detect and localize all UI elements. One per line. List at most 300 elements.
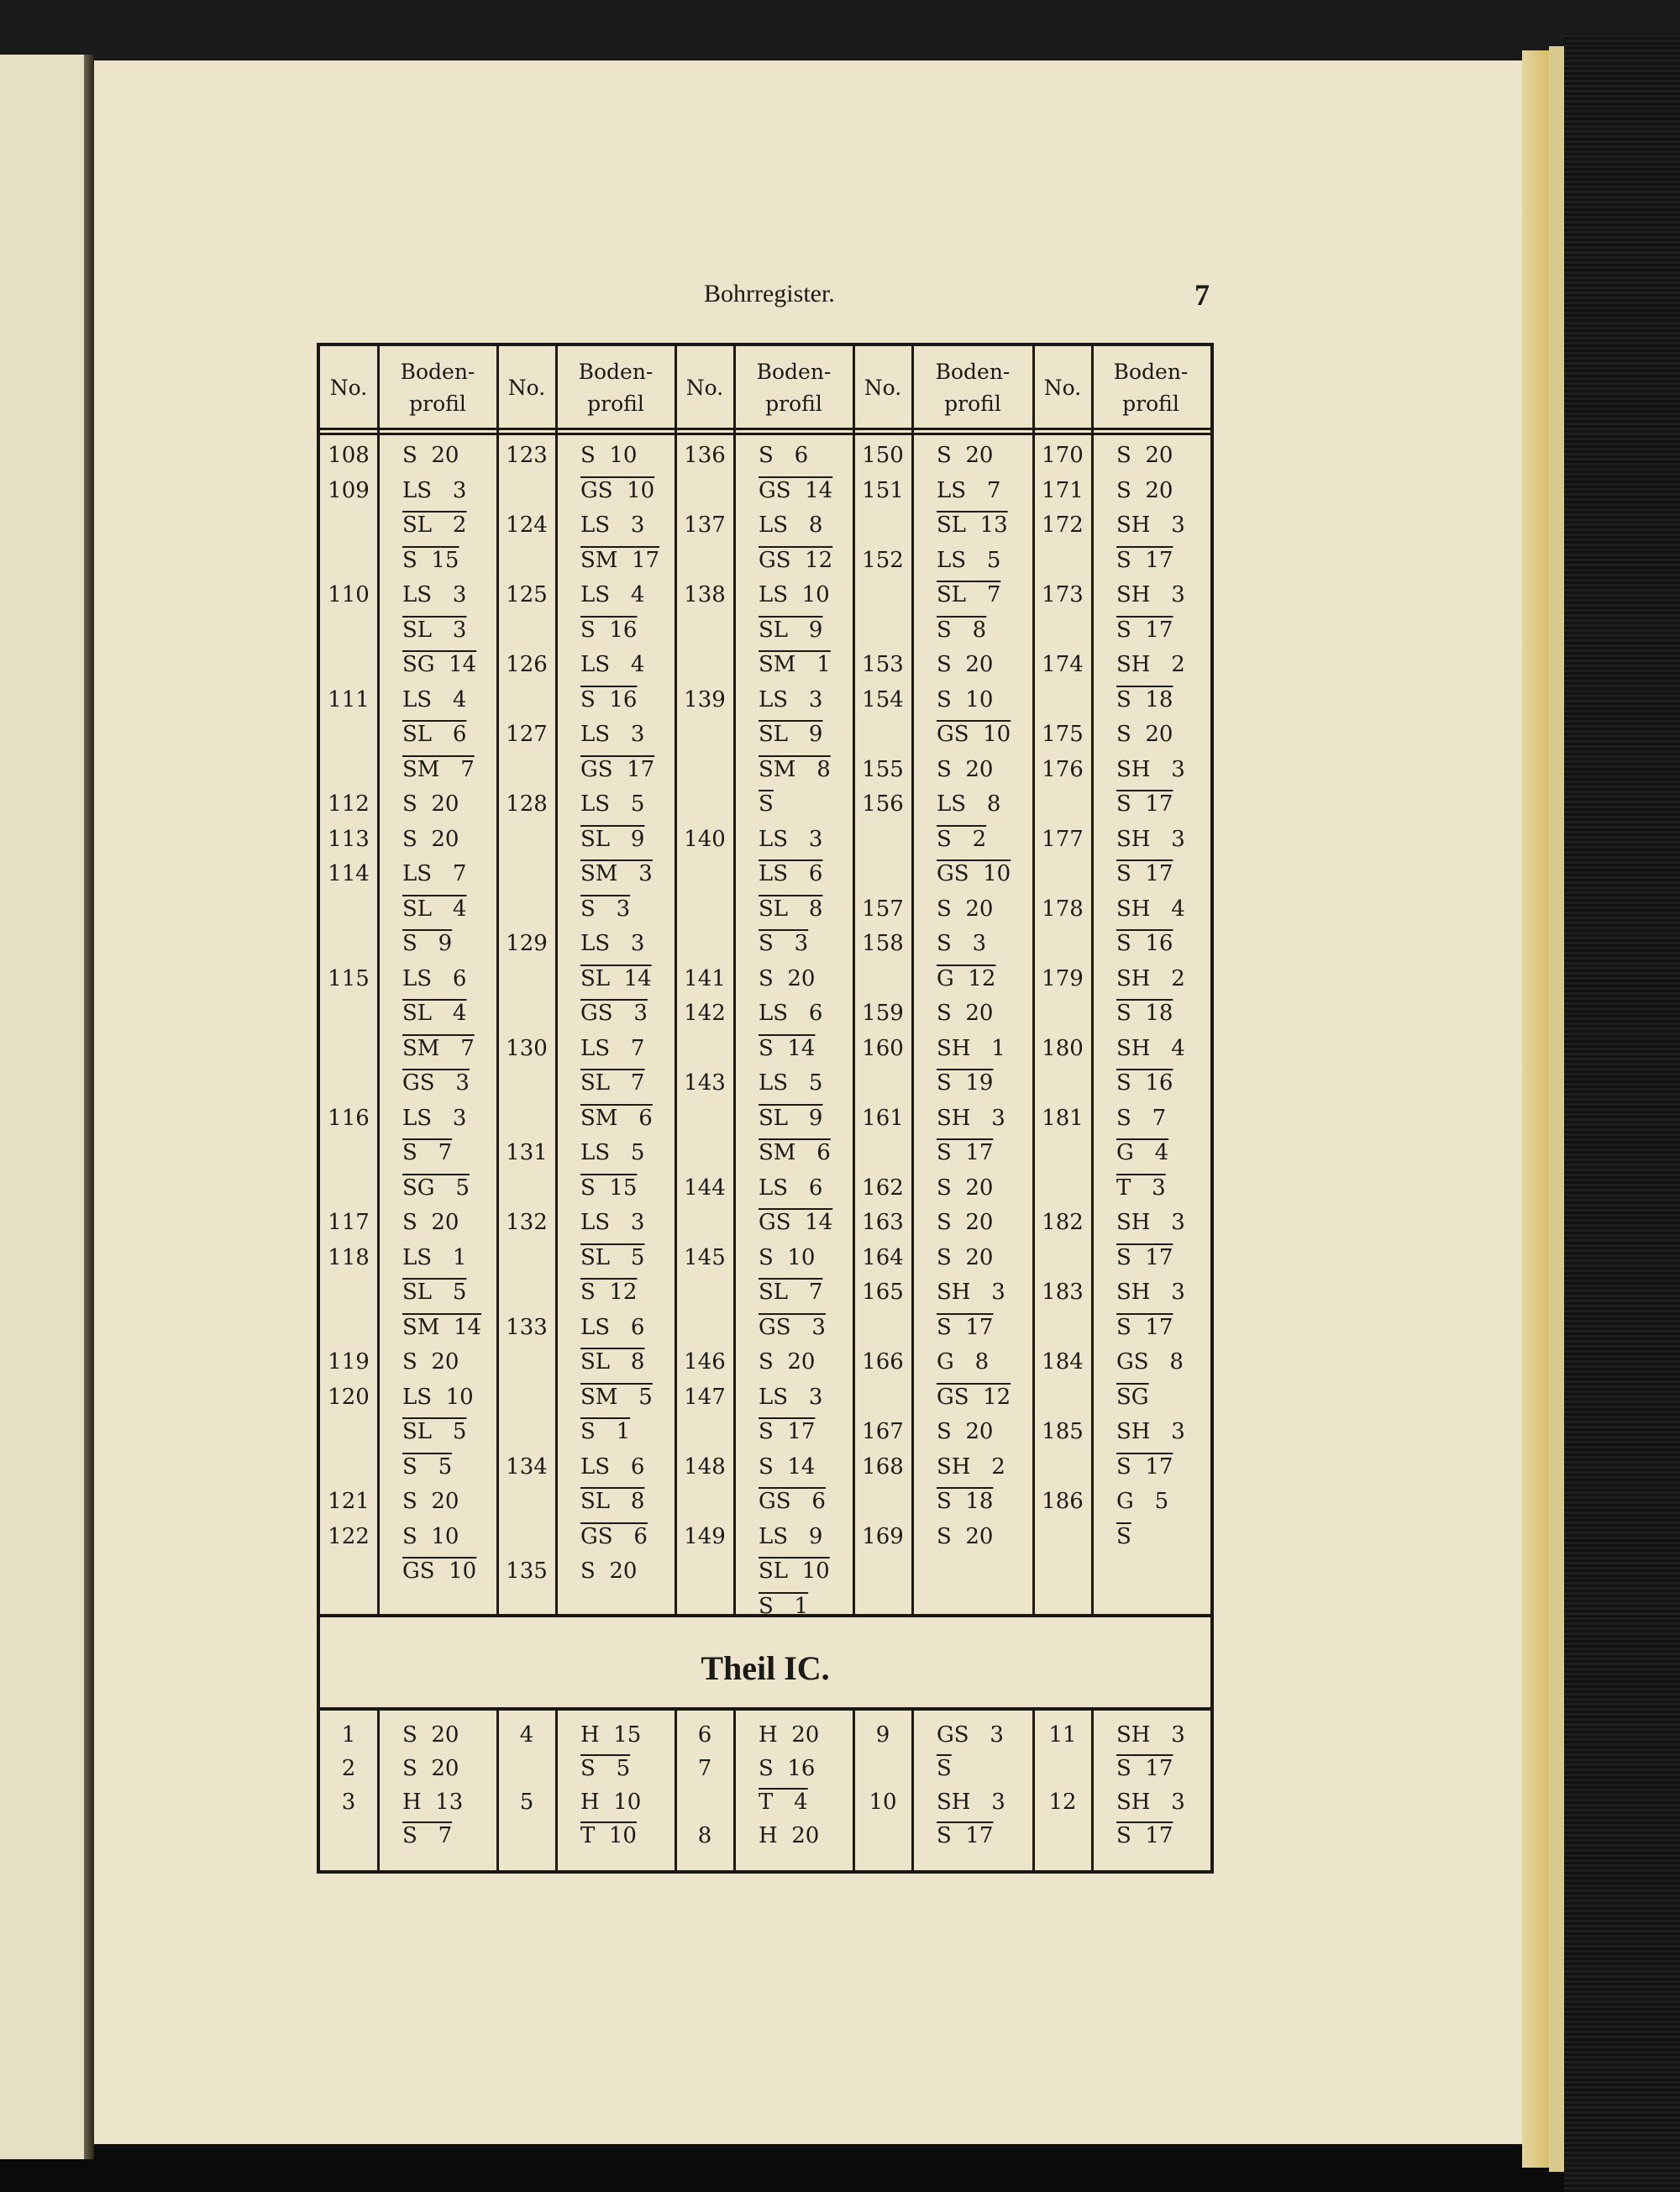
soil-profile: LS 3 [580,931,645,956]
soil-profile: SH 3 [1116,1790,1185,1815]
soil-profile: S 20 [937,1244,994,1270]
soil-profile: SH 3 [1116,1419,1185,1444]
boring-number: 176 [1042,756,1084,782]
boring-number: 147 [684,1384,726,1410]
soil-profile: S 14 [759,1035,816,1061]
soil-profile: S 10 [759,1244,816,1270]
soil-profile: LS 6 [580,1314,645,1340]
soil-profile: LS 4 [580,582,645,607]
soil-profile: T 10 [580,1823,637,1848]
soil-profile: SG 14 [402,652,477,677]
soil-profile: SM 17 [580,547,660,573]
header-profil-line1: Boden- [1113,360,1189,384]
soil-profile: S 16 [580,686,638,712]
soil-profile: S 20 [937,443,994,468]
soil-profile: H 13 [402,1790,464,1815]
soil-profile: S 1 [580,1419,631,1444]
soil-profile: S 19 [937,1070,994,1096]
page-stack-edge-outer [1549,46,1564,2172]
soil-profile: GS 3 [580,1001,648,1026]
no-column-rule [911,346,914,1614]
boring-number: 129 [506,931,548,956]
soil-profile: S 20 [580,1559,638,1584]
section-rule-bottom [317,1707,1214,1711]
soil-profile: S 20 [759,1349,816,1375]
soil-profile: SL 6 [402,722,467,747]
soil-profile: LS 3 [402,477,467,503]
soil-profile: T 4 [759,1790,808,1815]
soil-profile: SL 5 [580,1244,645,1270]
soil-profile: SH 4 [1116,1035,1185,1061]
page-number: 7 [1194,278,1210,312]
header-profil-line1: Boden- [935,360,1011,384]
soil-profile: SH 3 [1116,1210,1185,1235]
boring-number: 8 [697,1823,712,1848]
soil-profile: LS 3 [402,1105,467,1131]
soil-profile: S 20 [402,1489,459,1514]
boring-number: 149 [684,1523,726,1549]
header-profil-line2: profil [1122,392,1179,416]
boring-number: 162 [862,1175,904,1201]
soil-profile: S 18 [1116,1001,1173,1026]
soil-profile: $\overline{S}$ [937,1756,952,1781]
soil-profile: S 15 [580,1175,638,1201]
soil-profile: S 20 [937,1523,994,1549]
boring-number: 6 [697,1722,712,1748]
soil-profile: LS 3 [759,826,823,852]
soil-profile: S 17 [1116,1756,1173,1781]
soil-profile: SH 3 [1116,1280,1185,1305]
soil-profile: H 20 [759,1722,820,1748]
soil-profile: SH 3 [1116,826,1185,852]
boring-number: 167 [862,1419,904,1444]
boring-number: 111 [328,686,370,712]
header-bodenprofil [911,346,1034,430]
soil-profile: GS 10 [580,477,655,503]
soil-profile: GS 10 [937,722,1011,747]
soil-profile: SM 7 [402,1035,475,1061]
soil-profile: S 16 [1116,1070,1173,1096]
soil-profile: S 10 [580,443,638,468]
boring-number: 168 [862,1453,904,1480]
soil-profile: SM 14 [402,1314,482,1340]
soil-profile: S 17 [1116,1453,1173,1480]
soil-profile: SL 8 [580,1349,645,1375]
soil-profile: S 20 [937,1001,994,1026]
soil-profile: S 17 [1116,547,1173,573]
soil-profile: SH 2 [937,1453,1005,1480]
boring-number: 124 [506,513,548,538]
no-column-rule [377,346,380,1614]
soil-profile: LS 6 [580,1453,645,1480]
boring-number: 161 [862,1105,904,1131]
boring-number: 177 [1042,826,1084,852]
header-profil-line1: Boden- [578,360,654,384]
soil-profile: GS 3 [402,1070,470,1096]
soil-profile: SL 5 [402,1280,467,1305]
boring-number: 145 [684,1244,726,1270]
soil-profile: SL 14 [580,965,652,991]
boring-number: 133 [506,1314,548,1340]
soil-profile: S 3 [937,931,987,956]
soil-profile: S 20 [1116,722,1173,747]
soil-profile: SL 7 [759,1280,823,1305]
boring-number: 143 [684,1070,726,1096]
boring-number: 175 [1042,722,1084,747]
boring-number: 158 [862,931,904,956]
soil-profile: S 20 [937,1175,994,1201]
soil-profile: S 20 [1116,443,1173,468]
boring-number: 157 [862,896,904,922]
soil-profile: LS 5 [580,1140,645,1165]
soil-profile: SL 8 [759,896,823,922]
soil-profile: SH 3 [937,1280,1005,1305]
soil-profile: S 16 [759,1756,816,1781]
boring-number: 120 [328,1384,370,1410]
ic-no-column-rule [1091,1711,1094,1870]
boring-number: 159 [862,1001,904,1026]
header-no: No. [864,376,902,400]
soil-profile: LS 7 [937,477,1001,503]
boring-number: 125 [506,582,548,607]
soil-profile: SM 6 [580,1105,653,1131]
boring-number: 139 [684,686,726,712]
boring-number: 150 [862,443,904,468]
soil-profile: SM 6 [759,1140,831,1165]
soil-profile: LS 1 [402,1244,467,1270]
ic-no-column-rule [733,1711,736,1870]
no-column-rule [733,346,736,1614]
soil-profile: GS 14 [759,1210,833,1235]
boring-number: 153 [862,652,904,677]
running-title: Bohrregister. [704,280,835,308]
soil-profile: GS 6 [759,1489,826,1514]
boring-number: 9 [875,1722,890,1748]
soil-profile: GS 12 [937,1384,1011,1410]
soil-profile: S 20 [402,791,459,817]
soil-profile: LS 6 [759,1001,823,1026]
boring-number: 148 [684,1453,726,1480]
boring-number: 164 [862,1244,904,1270]
boring-number: 165 [862,1280,904,1305]
soil-profile: GS 14 [759,477,833,503]
soil-profile: SL 4 [402,896,467,922]
soil-profile: S 2 [937,826,987,852]
soil-profile: S 20 [402,1349,459,1375]
boring-number: 117 [328,1210,370,1235]
boring-number: 134 [506,1453,548,1480]
soil-profile: SH 2 [1116,652,1185,677]
boring-number: 10 [869,1790,897,1815]
soil-profile: SL 9 [759,722,823,747]
soil-profile: GS 3 [759,1314,826,1340]
soil-profile: LS 3 [759,1384,823,1410]
soil-profile: GS 6 [580,1523,648,1549]
soil-profile: LS 5 [937,547,1001,573]
soil-profile: S 16 [580,617,638,643]
soil-profile: S 5 [402,1453,453,1480]
soil-profile: GS 12 [759,547,833,573]
soil-profile: GS 3 [937,1722,1004,1748]
boring-number: 178 [1042,896,1084,922]
boring-number: 136 [684,443,726,468]
soil-profile: LS 8 [937,791,1001,817]
soil-profile: LS 6 [759,861,823,886]
soil-profile: S 20 [937,896,994,922]
boring-number: 131 [506,1140,548,1165]
boring-number: 181 [1042,1105,1084,1131]
boring-number: 172 [1042,513,1084,538]
header-bodenprofil [377,346,498,430]
header-bodenprofil [555,346,676,430]
soil-profile: S 17 [1116,1244,1173,1270]
boring-number: 4 [519,1722,534,1748]
boring-number: 152 [862,547,904,573]
soil-profile: SL 7 [937,582,1001,607]
soil-profile: SL 10 [759,1559,830,1584]
soil-profile: SH 3 [1116,756,1185,782]
soil-profile: SL 9 [759,1105,823,1131]
header-no: No. [329,376,368,400]
soil-profile: $\overline{S}$ [759,791,774,817]
boring-number: 109 [328,477,370,503]
soil-profile: SM 7 [402,756,475,782]
boring-number: 166 [862,1349,904,1375]
boring-number: 3 [341,1790,356,1815]
boring-number: 128 [506,791,548,817]
book-gutter [84,55,94,2159]
soil-profile: S 17 [937,1823,994,1848]
header-profil-line2: profil [409,392,466,416]
soil-profile: S 20 [937,1419,994,1444]
soil-profile: SL 3 [402,617,467,643]
soil-profile: LS 3 [580,722,645,747]
soil-profile: SH 3 [937,1790,1005,1815]
boring-number: 2 [341,1756,356,1781]
boring-number: 170 [1042,443,1084,468]
soil-profile: S 7 [402,1823,453,1848]
boring-number: 141 [684,965,726,991]
soil-profile: SL 7 [580,1070,645,1096]
soil-profile: $\overline{S}$ [1116,1523,1131,1549]
header-bodenprofil [733,346,854,430]
soil-profile: G 12 [937,965,996,991]
ic-no-column-rule [377,1711,380,1870]
soil-profile: LS 9 [759,1523,823,1549]
soil-profile: S 20 [402,826,459,852]
boring-number: 174 [1042,652,1084,677]
soil-profile: $\overline{SG}$ [1116,1384,1149,1410]
boring-number: 115 [328,965,370,991]
boring-number: 183 [1042,1280,1084,1305]
section-title: Theil IC. [701,1649,830,1687]
soil-profile: S 10 [402,1523,459,1549]
boring-number: 1 [341,1722,356,1748]
soil-profile: S 3 [759,931,809,956]
boring-number: 154 [862,686,904,712]
boring-number: 184 [1042,1349,1084,1375]
soil-profile: S 20 [759,965,816,991]
soil-profile: S 9 [402,931,453,956]
boring-number: 171 [1042,477,1084,503]
header-profil-line2: profil [587,392,644,416]
header-profil-line2: profil [765,392,822,416]
soil-profile: S 20 [402,1210,459,1235]
soil-profile: SL 2 [402,513,467,538]
facing-page-edge [0,55,87,2159]
boring-number: 130 [506,1035,548,1061]
boring-number: 116 [328,1105,370,1131]
soil-profile: S 12 [580,1280,638,1305]
soil-profile: S 20 [937,652,994,677]
soil-profile: LS 5 [580,791,645,817]
boring-number: 126 [506,652,548,677]
header-rule-double [320,433,1210,435]
boring-number: 169 [862,1523,904,1549]
boring-number: 179 [1042,965,1084,991]
soil-profile: S 8 [937,617,987,643]
soil-profile: SM 3 [580,861,653,886]
soil-profile: LS 10 [759,582,830,607]
soil-profile: S 7 [1116,1105,1167,1131]
soil-profile: LS 3 [759,686,823,712]
soil-profile: H 10 [580,1790,642,1815]
soil-profile: SM 1 [759,652,831,677]
soil-profile: T 3 [1116,1175,1166,1201]
soil-profile: S 20 [937,756,994,782]
boring-number: 127 [506,722,548,747]
boring-number: 140 [684,826,726,852]
soil-profile: LS 6 [759,1175,823,1201]
boring-number: 7 [697,1756,712,1781]
soil-profile: SL 9 [580,826,645,852]
soil-profile: S 17 [937,1140,994,1165]
soil-profile: S 17 [1116,1823,1173,1848]
boring-number: 135 [506,1559,548,1584]
soil-profile: LS 10 [402,1384,474,1410]
soil-profile: S 20 [937,1210,994,1235]
soil-profile: LS 4 [402,686,467,712]
soil-profile: S 17 [1116,861,1173,886]
boring-number: 160 [862,1035,904,1061]
soil-profile: S 7 [402,1140,453,1165]
header-profil-line1: Boden- [756,360,832,384]
soil-profile: LS 3 [402,582,467,607]
soil-profile: GS 17 [580,756,655,782]
soil-profile: GS 10 [402,1559,477,1584]
soil-profile: GS 8 [1116,1349,1184,1375]
boring-number: 180 [1042,1035,1084,1061]
soil-profile: SL 8 [580,1489,645,1514]
soil-profile: SH 3 [1116,1722,1185,1748]
no-column-rule [1091,346,1094,1614]
boring-number: 123 [506,443,548,468]
soil-profile: G 8 [937,1349,990,1375]
soil-profile: GS 10 [937,861,1011,886]
soil-profile: S 17 [1116,617,1173,643]
soil-profile: S 20 [402,1756,459,1781]
soil-profile: S 3 [580,896,631,922]
soil-profile: SH 2 [1116,965,1185,991]
header-no: No. [507,376,546,400]
soil-profile: S 14 [759,1453,816,1480]
soil-profile: S 6 [759,443,809,468]
boring-number: 113 [328,826,370,852]
boring-number: 132 [506,1210,548,1235]
boring-number: 186 [1042,1489,1084,1514]
boring-number: 142 [684,1001,726,1026]
boring-number: 114 [328,861,370,886]
soil-profile: LS 7 [580,1035,645,1061]
soil-profile: LS 6 [402,965,467,991]
boring-number: 12 [1048,1790,1077,1815]
soil-profile: S 1 [759,1593,809,1619]
boring-number: 155 [862,756,904,782]
header-no: No. [685,376,724,400]
soil-profile: LS 3 [580,1210,645,1235]
soil-profile: S 10 [937,686,994,712]
soil-profile: SH 4 [1116,896,1185,922]
boring-number: 119 [328,1349,370,1375]
soil-profile: SH 3 [1116,513,1185,538]
soil-profile: SL 13 [937,513,1008,538]
soil-profile: LS 3 [580,513,645,538]
no-column-rule [555,346,558,1614]
boring-number: 146 [684,1349,726,1375]
boring-number: 121 [328,1489,370,1514]
boring-number: 112 [328,791,370,817]
soil-profile: SM 8 [759,756,831,782]
boring-number: 156 [862,791,904,817]
soil-profile: S 5 [580,1756,631,1781]
soil-profile: G 4 [1116,1140,1169,1165]
boring-number: 11 [1048,1722,1077,1748]
boring-number: 5 [519,1790,534,1815]
soil-profile: SH 1 [937,1035,1005,1061]
soil-profile: LS 8 [759,513,823,538]
soil-profile: S 17 [937,1314,994,1340]
book-cover [1564,34,1680,2192]
boring-number: 144 [684,1175,726,1201]
soil-profile: G 5 [1116,1489,1169,1514]
soil-profile: SG 5 [402,1175,470,1201]
soil-profile: LS 4 [580,652,645,677]
boring-number: 185 [1042,1419,1084,1444]
soil-profile: SL 5 [402,1419,467,1444]
boring-number: 182 [1042,1210,1084,1235]
soil-profile: S 17 [759,1419,816,1444]
soil-profile: S 15 [402,547,459,573]
boring-number: 173 [1042,582,1084,607]
boring-number: 137 [684,513,726,538]
boring-number: 110 [328,582,370,607]
soil-profile: LS 5 [759,1070,823,1096]
soil-profile: H 15 [580,1722,642,1748]
soil-profile: SH 3 [1116,582,1185,607]
boring-number: 163 [862,1210,904,1235]
boring-number: 108 [328,443,370,468]
soil-profile: H 20 [759,1823,820,1848]
soil-profile: S 20 [402,1722,459,1748]
header-profil-line2: profil [944,392,1001,416]
ic-no-column-rule [911,1711,914,1870]
soil-profile: LS 7 [402,861,467,886]
soil-profile: S 17 [1116,791,1173,817]
soil-profile: S 20 [1116,477,1173,503]
soil-profile: SM 5 [580,1384,653,1410]
boring-number: 122 [328,1523,370,1549]
soil-profile: S 18 [937,1489,994,1514]
